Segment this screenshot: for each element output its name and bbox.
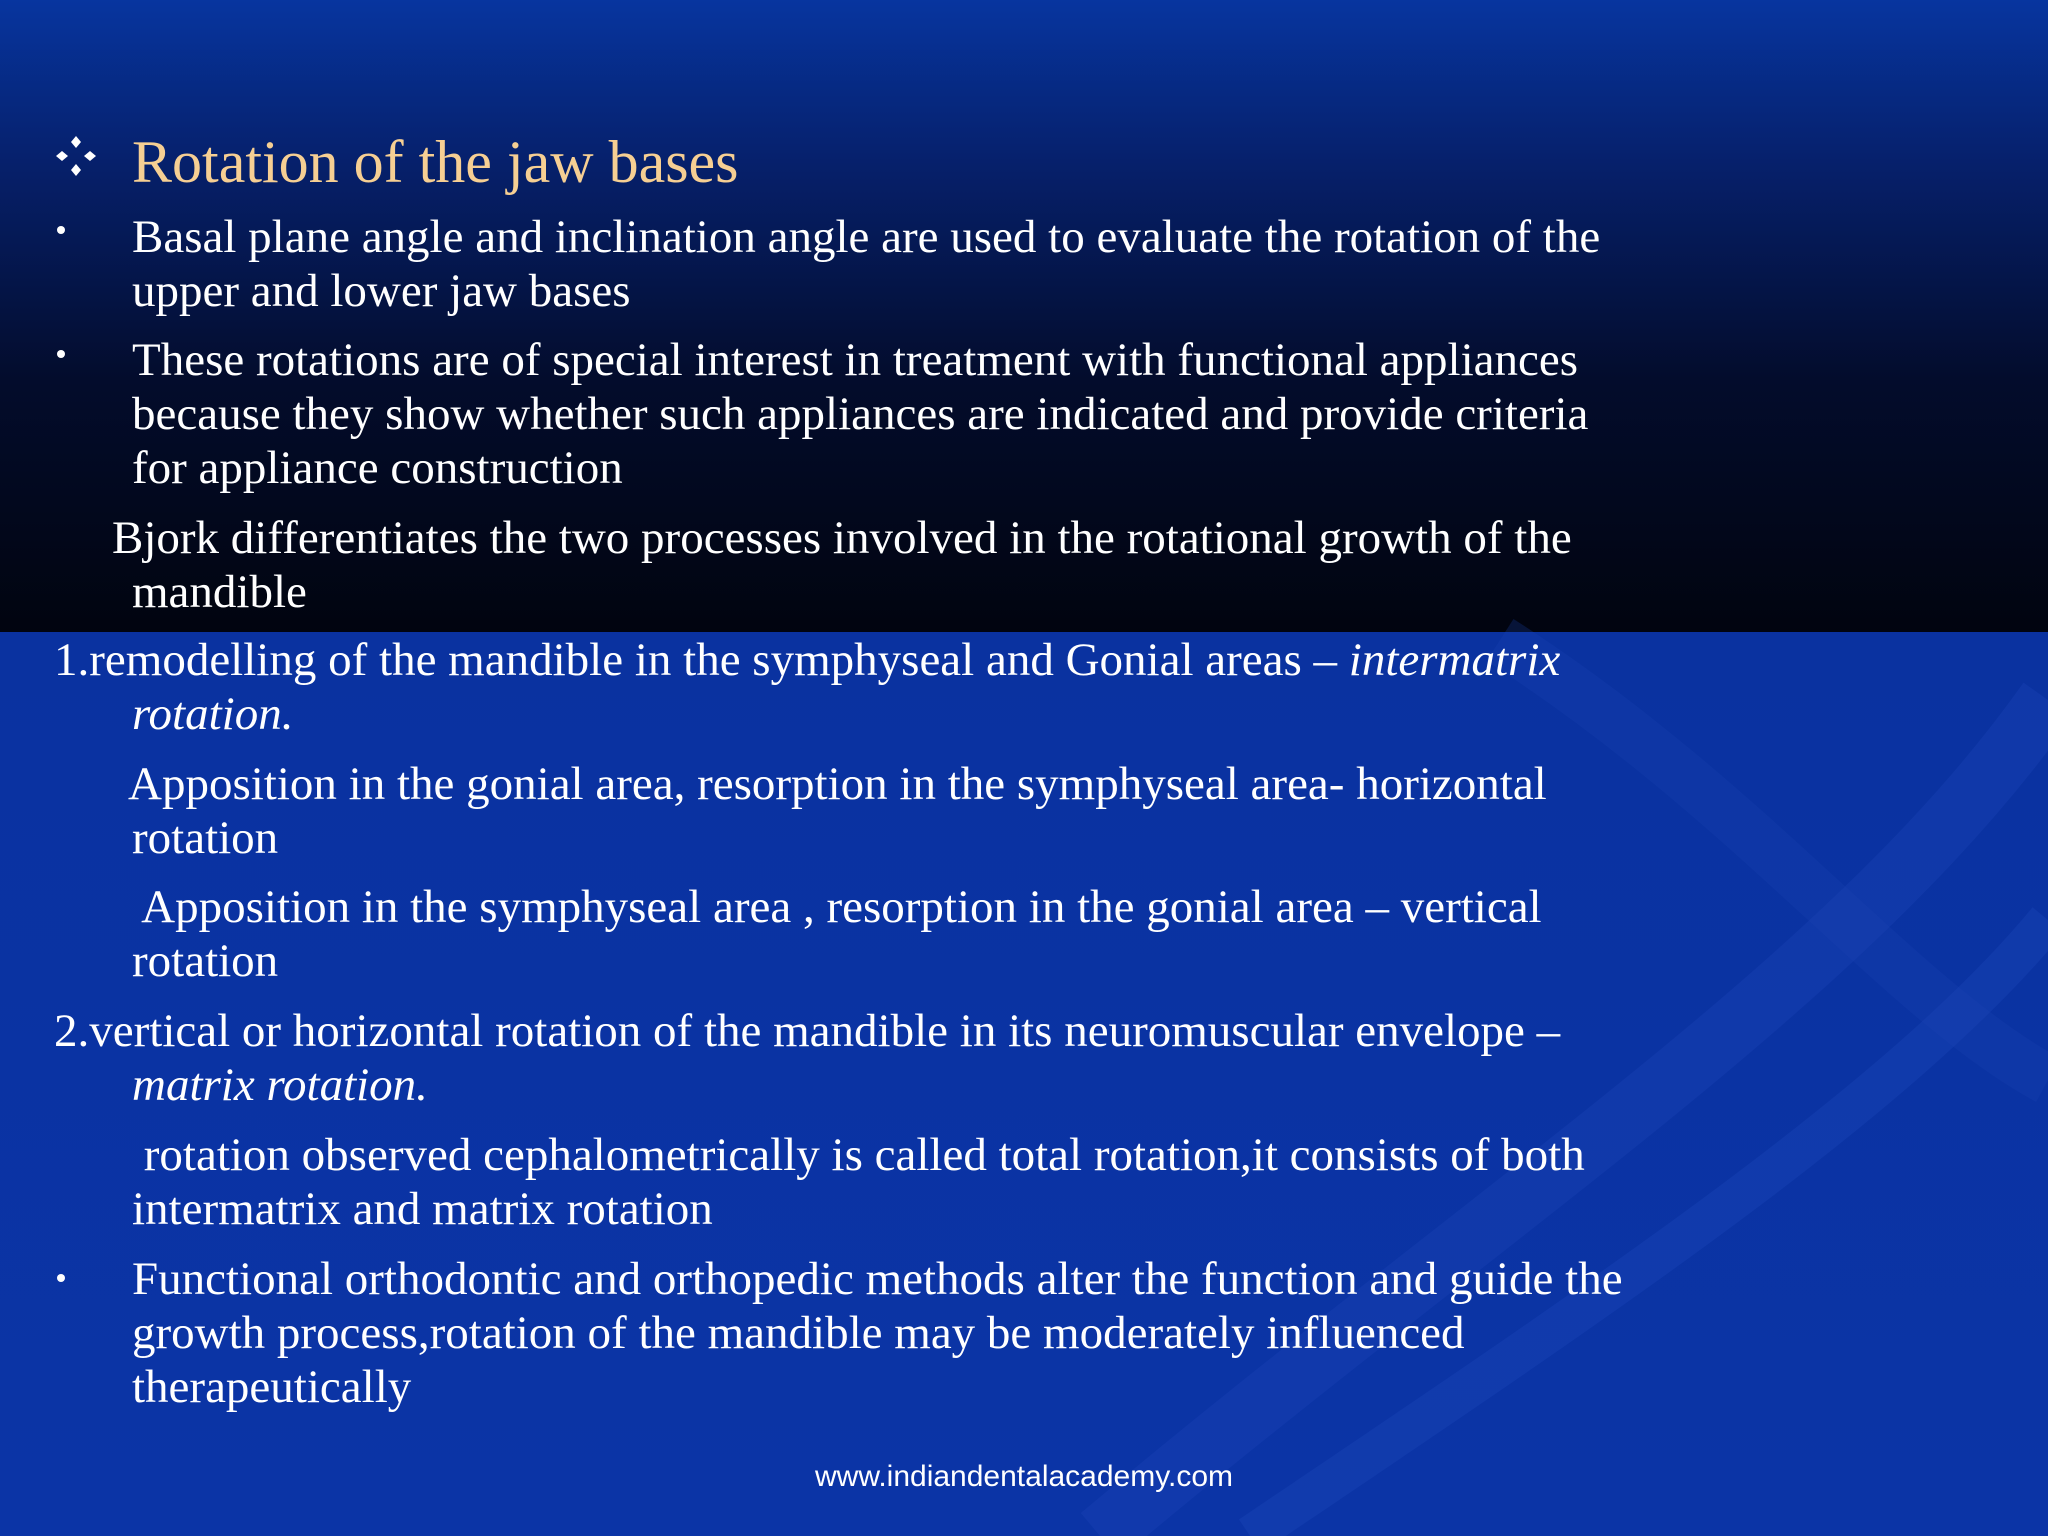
text-line: Apposition in the symphyseal area , resorption in the gonial area – vertical <box>132 881 1542 933</box>
apposition-horizontal <box>128 757 1988 865</box>
text-line: matrix rotation. <box>132 1059 428 1111</box>
text-line: These rotations are of special interest in treatment with functional appliances <box>132 334 1579 386</box>
footer-url: www.indiandentalacademy.com <box>815 1460 1233 1493</box>
bjork-paragraph <box>112 511 1972 619</box>
text-line: Bjork differentiates the two processes involved in the rotational growth of the <box>112 512 1572 564</box>
text-line: rotation observed cephalometrically is called total rotation,it consists of both <box>132 1129 1585 1181</box>
apposition-vertical <box>132 880 1992 988</box>
text-line: Apposition in the gonial area, resorption in the symphyseal area- horizontal <box>128 758 1547 810</box>
bullet-functional-appliances <box>132 333 1992 495</box>
bullet-dot <box>57 1274 65 1282</box>
text-line: intermatrix and matrix rotation <box>132 1183 713 1235</box>
text-line: growth process,rotation of the mandible may be moderately influenced <box>132 1307 1465 1359</box>
diamond-bullet-icon <box>54 134 98 178</box>
total-rotation <box>132 1128 1992 1236</box>
bullet-dot <box>57 226 65 234</box>
text-line: because they show whether such appliances are indicated and provide criteria <box>132 388 1589 440</box>
text-line: rotation <box>132 812 279 864</box>
text-line: upper and lower jaw bases <box>132 265 631 317</box>
text-line <box>54 633 1914 687</box>
text-line: rotation <box>132 935 279 987</box>
item-text: 1.remodelling of the mandible in the symphyseal and Gonial areas – <box>54 634 1349 686</box>
text-line: Functional orthodontic and orthopedic methods alter the function and guide the <box>132 1253 1623 1305</box>
item-intermatrix <box>54 633 1914 741</box>
text-line: 2.vertical or horizontal rotation of the mandible in its neuromuscular envelope – <box>54 1005 1561 1057</box>
text-line: mandible <box>132 566 307 618</box>
item-emphasis: intermatrix <box>1348 634 1561 686</box>
item-matrix <box>54 1004 1914 1112</box>
bullet-dot <box>57 350 65 358</box>
text-line: Basal plane angle and inclination angle are used to evaluate the rotation of the <box>132 211 1601 263</box>
slide-heading: Rotation of the jaw bases <box>132 129 739 195</box>
bullet-functional-methods <box>132 1252 1992 1414</box>
text-line: rotation. <box>132 688 294 740</box>
text-line: therapeutically <box>132 1361 412 1413</box>
bullet-basal-plane <box>132 210 1992 318</box>
text-line: for appliance construction <box>132 442 623 494</box>
